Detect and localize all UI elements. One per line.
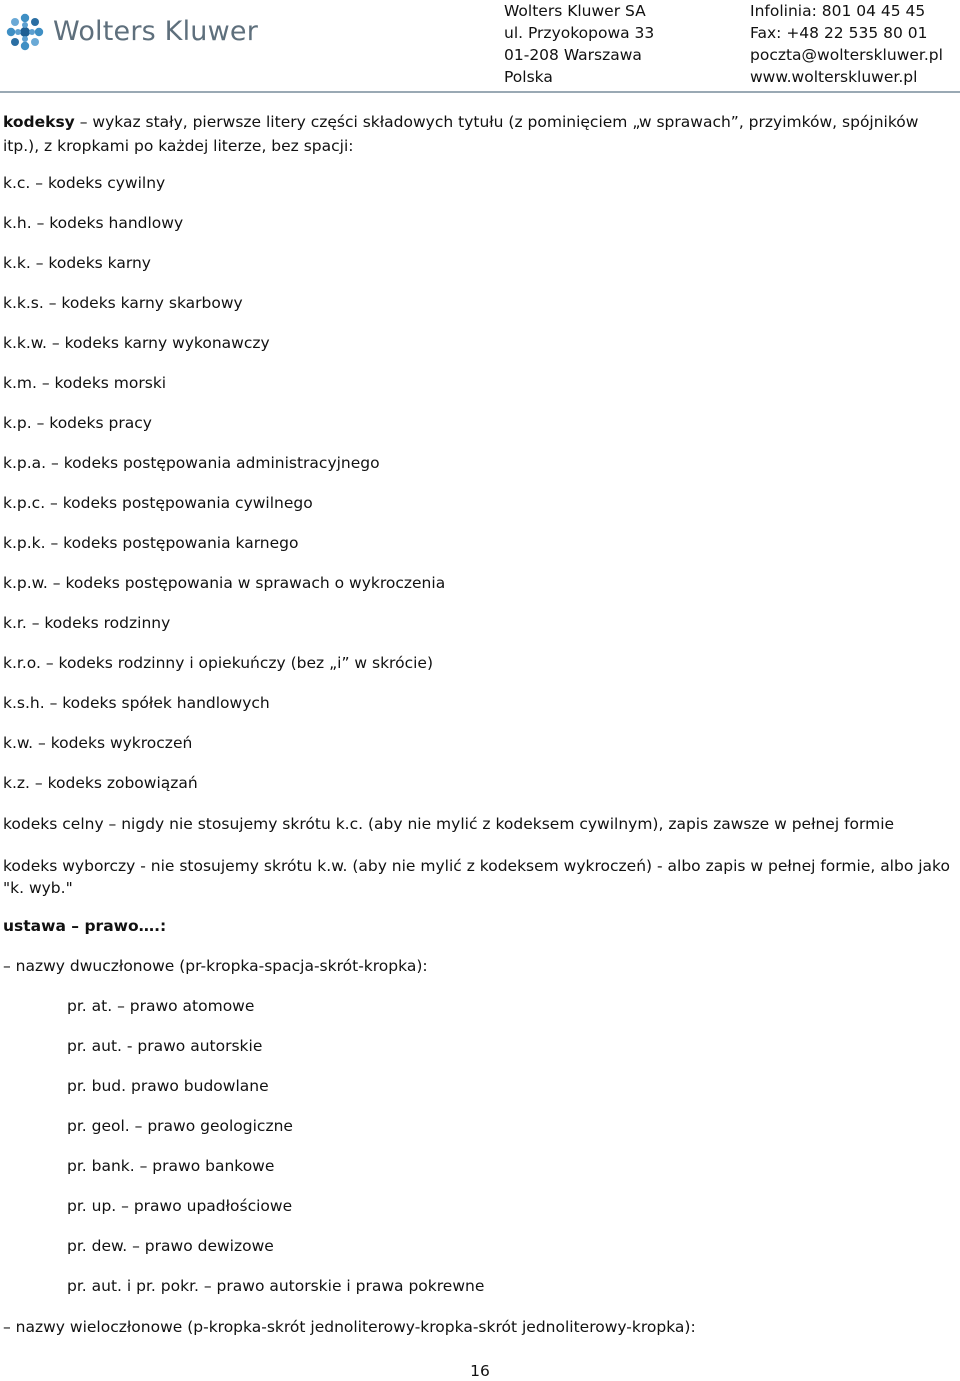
page-header (0, 0, 960, 86)
list-item: k.p.c. – kodeks postępowania cywilnego (3, 494, 313, 512)
fax-line: Fax: +48 22 535 80 01 (750, 24, 928, 42)
wolters-kluwer-logo (5, 12, 258, 52)
header-divider (0, 91, 960, 93)
address-line: ul. Przyokopowa 33 (504, 24, 655, 42)
wieloczlonowe-heading: – nazwy wieloczłonowe (p-kropka-skrót jednoliterowy-kropka-skrót jednoliterowy-kropka): (3, 1318, 696, 1336)
prawo-item: pr. up. – prawo upadłościowe (67, 1197, 293, 1215)
phone-line: Infolinia: 801 04 45 45 (750, 2, 926, 20)
intro-paragraph (3, 110, 958, 158)
logo-mark-icon (5, 12, 45, 52)
list-item: k.z. – kodeks zobowiązań (3, 774, 198, 792)
list-item: k.p.w. – kodeks postępowania w sprawach o wykroczenia (3, 574, 446, 592)
list-item: k.s.h. – kodeks spółek handlowych (3, 694, 270, 712)
list-item: k.k.w. – kodeks karny wykonawczy (3, 334, 270, 352)
prawo-item: pr. aut. - prawo autorskie (67, 1037, 263, 1055)
company-contact (750, 0, 943, 88)
list-item: k.m. – kodeks morski (3, 374, 167, 392)
intro-text: – wykaz stały, pierwsze litery części składowych tytułu (z pominięciem „w sprawach”, przyimków, spójników itp.), z kropkami po każdej literze, bez spacji: (3, 113, 919, 155)
prawo-item: pr. bud. prawo budowlane (67, 1077, 269, 1095)
email-link[interactable]: poczta@wolterskluwer.pl (750, 46, 943, 64)
prawo-item: pr. geol. – prawo geologiczne (67, 1117, 293, 1135)
list-item: k.w. – kodeks wykroczeń (3, 734, 193, 752)
note-kodeks-wyborczy: kodeks wyborczy - nie stosujemy skrótu k.w. (aby nie mylić z kodeksem wykroczeń) - albo zapis w pełnej formie, albo jako "k. wyb." (3, 857, 950, 897)
company-address (504, 0, 654, 88)
brand-name: Wolters Kluwer (53, 16, 258, 47)
list-item: k.h. – kodeks handlowy (3, 214, 184, 232)
page-number: 16 (470, 1362, 490, 1380)
list-item: k.p. – kodeks pracy (3, 414, 152, 432)
dwuczlonowe-heading: – nazwy dwuczłonowe (pr-kropka-spacja-skrót-kropka): (3, 957, 428, 975)
list-item: k.p.a. – kodeks postępowania administracyjnego (3, 454, 380, 472)
prawo-item: pr. aut. i pr. pokr. – prawo autorskie i prawa pokrewne (67, 1277, 485, 1295)
address-line: Polska (504, 68, 553, 86)
list-item: k.p.k. – kodeks postępowania karnego (3, 534, 299, 552)
intro-term: kodeksy (3, 113, 75, 131)
list-item: k.r. – kodeks rodzinny (3, 614, 171, 632)
address-line: 01-208 Warszawa (504, 46, 642, 64)
website-link[interactable]: www.wolterskluwer.pl (750, 68, 918, 86)
list-item: k.c. – kodeks cywilny (3, 174, 166, 192)
address-line: Wolters Kluwer SA (504, 2, 646, 20)
prawo-item: pr. bank. – prawo bankowe (67, 1157, 275, 1175)
note-kodeks-celny: kodeks celny – nigdy nie stosujemy skrótu k.c. (aby nie mylić z kodeksem cywilnym), zapis zawsze w pełnej formie (3, 815, 895, 833)
prawo-item: pr. at. – prawo atomowe (67, 997, 255, 1015)
list-item: k.r.o. – kodeks rodzinny i opiekuńczy (bez „i” w skrócie) (3, 654, 433, 672)
ustawa-heading: ustawa – prawo….: (3, 917, 167, 935)
list-item: k.k. – kodeks karny (3, 254, 151, 272)
list-item: k.k.s. – kodeks karny skarbowy (3, 294, 243, 312)
prawo-item: pr. dew. – prawo dewizowe (67, 1237, 274, 1255)
